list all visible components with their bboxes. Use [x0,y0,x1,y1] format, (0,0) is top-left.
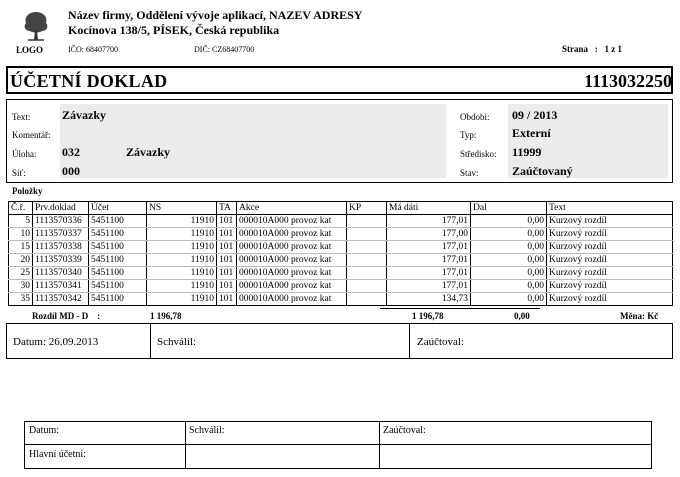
typ-value: Externí [512,126,551,140]
cell-prvdoklad: 1113570336 [33,215,89,228]
approval-hlavni-ucetni: Hlavní účetní: [29,449,86,460]
cell-text: Kurzový rozdíl [547,215,673,228]
summary-divider [380,308,540,309]
cell-dal: 0,00 [471,254,547,267]
info-panel-left [60,104,446,178]
cell-cr: 20 [9,254,33,267]
stav-value: Zaúčtovaný [512,164,573,178]
col-header-madati: Má dáti [387,202,471,215]
cell-ucet: 5451100 [89,215,147,228]
obdobi-value: 09 / 2013 [512,108,558,122]
cell-prvdoklad: 1113570340 [33,267,89,280]
company-name: Název firmy, Oddělení vývoje aplikací, NAZEV ADRESY [68,8,363,22]
col-header-dal: Dal [471,202,547,215]
cell-cr: 15 [9,241,33,254]
cell-prvdoklad: 1113570337 [33,228,89,241]
cell-text: Kurzový rozdíl [547,241,673,254]
cell-text: Kurzový rozdíl [547,228,673,241]
cell-ucet: 5451100 [89,293,147,306]
logo-label: LOGO [16,45,44,55]
cell-akce: 000010A000 provoz kat [237,280,347,293]
cell-kp [347,254,387,267]
cell-ta: 101 [217,241,237,254]
cell-ucet: 5451100 [89,228,147,241]
table-row [9,267,673,280]
company-address: Kocínova 138/5, PÍSEK, Česká republika [68,23,280,37]
dic: DIČ: CZ68407700 [194,45,255,54]
cell-ns: 11910 [147,228,217,241]
cell-ta: 101 [217,280,237,293]
stredisko-value: 11999 [512,145,542,159]
cell-madati: 177,01 [387,254,471,267]
cell-cr: 30 [9,280,33,293]
logo-tree-icon [22,10,50,42]
cell-ns: 11910 [147,254,217,267]
col-header-cr: Č.ř. [9,202,33,215]
cell-madati: 134,73 [387,293,471,306]
cell-text: Kurzový rozdíl [547,254,673,267]
table-row [9,228,673,241]
uloha-code: 032 [62,145,80,159]
cell-kp [347,280,387,293]
signature-box [6,323,673,359]
signature-schvalil: Schválil: [157,336,197,348]
approval-datum: Datum: [29,425,59,436]
table-row [9,215,673,228]
cell-ucet: 5451100 [89,267,147,280]
summary-difference: 1 196,78 [150,311,182,321]
approval-divider [185,422,186,468]
cell-ucet: 5451100 [89,280,147,293]
approval-zauctoval: Zaúčtoval: [383,425,426,436]
cell-ns: 11910 [147,280,217,293]
table-row [9,280,673,293]
typ-label: Typ: [460,130,477,140]
stav-label: Stav: [460,168,479,178]
cell-akce: 000010A000 provoz kat [237,241,347,254]
cell-ucet: 5451100 [89,241,147,254]
cell-kp [347,293,387,306]
cell-akce: 000010A000 provoz kat [237,215,347,228]
cell-dal: 0,00 [471,241,547,254]
cell-text: Kurzový rozdíl [547,267,673,280]
cell-madati: 177,01 [387,267,471,280]
summary-label: Rozdíl MD - D : [32,311,101,321]
uloha-label: Úloha: [12,149,37,159]
cell-text: Kurzový rozdíl [547,280,673,293]
items-header-row [9,202,673,215]
cell-prvdoklad: 1113570342 [33,293,89,306]
signature-datum: Datum: 26.09.2013 [13,336,99,348]
cell-madati: 177,01 [387,280,471,293]
approval-divider [25,444,651,445]
cell-cr: 35 [9,293,33,306]
cell-ta: 101 [217,228,237,241]
sit-value: 000 [62,164,80,178]
col-header-ucet: Účet [89,202,147,215]
signature-zauctoval: Zaúčtoval: [417,336,465,348]
cell-madati: 177,01 [387,215,471,228]
cell-dal: 0,00 [471,293,547,306]
sit-label: Síť: [12,168,26,178]
col-header-ns: NS [147,202,217,215]
approval-schvalil: Schválil: [189,425,225,436]
cell-ta: 101 [217,293,237,306]
cell-ta: 101 [217,215,237,228]
signature-divider [150,324,151,358]
cell-ns: 11910 [147,241,217,254]
cell-kp [347,215,387,228]
cell-akce: 000010A000 provoz kat [237,293,347,306]
text-label: Text: [12,112,31,122]
document-number: 1113032250 [583,71,672,91]
document-title: ÚČETNÍ DOKLAD [10,71,168,91]
cell-madati: 177,01 [387,241,471,254]
cell-kp [347,228,387,241]
col-header-text: Text [547,202,673,215]
stredisko-label: Středisko: [460,149,497,159]
cell-cr: 25 [9,267,33,280]
cell-dal: 0,00 [471,267,547,280]
ico: IČO: 68407700 [68,45,118,54]
table-row [9,241,673,254]
table-row [9,293,673,306]
cell-akce: 000010A000 provoz kat [237,254,347,267]
summary-madati-total: 1 196,78 [412,311,444,321]
cell-kp [347,241,387,254]
cell-dal: 0,00 [471,228,547,241]
cell-ns: 11910 [147,267,217,280]
cell-cr: 10 [9,228,33,241]
cell-ta: 101 [217,254,237,267]
cell-ta: 101 [217,267,237,280]
cell-akce: 000010A000 provoz kat [237,267,347,280]
cell-akce: 000010A000 provoz kat [237,228,347,241]
cell-ucet: 5451100 [89,254,147,267]
col-header-prvdoklad: Prv.doklad [33,202,89,215]
approval-box [24,421,652,469]
approval-divider [379,422,380,468]
cell-cr: 5 [9,215,33,228]
cell-kp [347,267,387,280]
komentar-label: Komentář: [12,130,51,140]
col-header-akce: Akce [237,202,347,215]
cell-prvdoklad: 1113570338 [33,241,89,254]
cell-madati: 177,00 [387,228,471,241]
signature-divider [409,324,410,358]
items-section-label: Položky [12,186,43,196]
table-row [9,254,673,267]
items-table [8,201,673,306]
obdobi-label: Období: [460,112,490,122]
cell-dal: 0,00 [471,280,547,293]
col-header-kp: KP [347,202,387,215]
page-number: Strana : 1 z 1 [562,44,622,54]
cell-dal: 0,00 [471,215,547,228]
cell-text: Kurzový rozdíl [547,293,673,306]
currency: Měna: Kč [620,311,659,321]
cell-prvdoklad: 1113570339 [33,254,89,267]
uloha-name: Závazky [126,145,171,159]
cell-prvdoklad: 1113570341 [33,280,89,293]
text-value: Závazky [62,108,107,122]
cell-ns: 11910 [147,293,217,306]
cell-ns: 11910 [147,215,217,228]
summary-dal-total: 0,00 [514,311,530,321]
col-header-ta: TA [217,202,237,215]
